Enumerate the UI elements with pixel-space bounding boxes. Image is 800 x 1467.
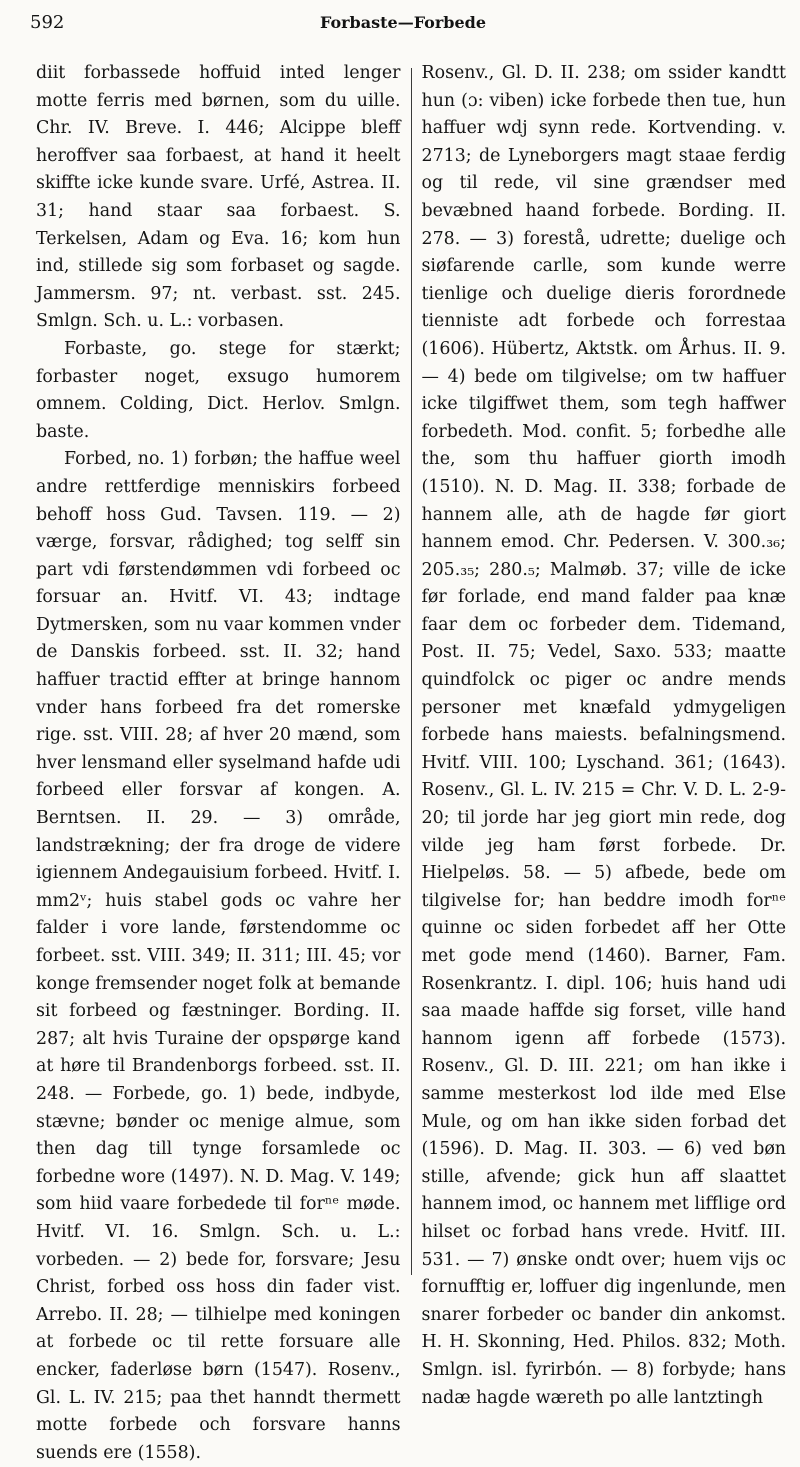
running-head: Forbaste—Forbede <box>319 13 487 32</box>
entry-paragraph: Forbaste, go. stege for stærkt; forbaster noget, exsugo humorem omnem. Colding, Dict. Herlov. Smlgn. baste. <box>36 338 401 442</box>
page-number: 592 <box>30 12 65 33</box>
left-column <box>36 60 401 1463</box>
entry-paragraph: diit forbassede hoffuid inted lenger motte ferris med børnen, som du uille. Chr. IV. Breve. I. 446; Alcippe bleff heroffver saa forbaest, at hand it heelt skiffte icke kunde svare. Urfé, Astrea. II. 31; hand staar saa forbaest. S. Terkelsen, Adam og Eva. 16; kom hun ind, stillede sig som forbaset og sagde. Jammersm. 97; nt. verbast. sst. 245. Smlgn. Sch. u. L.: vorbasen. <box>36 63 401 332</box>
page-header <box>30 8 776 36</box>
text-columns <box>36 60 786 1463</box>
column-divider <box>411 68 412 1275</box>
entry-paragraph: Rosenv., Gl. D. II. 238; om ssider kandtt hun (ɔ: viben) icke forbede then tue, hun haffuer wdj synn rede. Kortvending. v. 2713; de Lyneborgers magt staae ferdig og til rede, vil sine grændser med bevæbned haand forbede. Bording. II. 278. — 3) forestå, udrette; duelige och siøfarende carlle, som kunde werre tienlige och duelige dieris forordnede tienniste adt forbede och forrestaa (1606). Hübertz, Aktstk. om Århus. II. 9. — 4) bede om tilgivelse; om tw haffuer icke tilgiffwet them, som tegh haffwer forbedeth. Mod. confit. 5; forbedhe alle the, som thu haffuer giorth imodh (1510). N. D. Mag. II. 338; forbade de hannem alle, ath de hagde før giort hannem emod. Chr. Pedersen. V. 300.₃₆; 205.₃₅; 280.₅; Malmøb. 37; ville de icke før forlade, end mand falder paa knæ faar dem oc forbeder dem. Tidemand, Post. II. 75; Vedel, Saxo. 533; maatte quindfolck oc piger oc andre mends personer met knæfald ydmygeligen forbede hans maiests. befalningsmend. Hvitf. VIII. 100; Lyschand. 361; (1643). Rosenv., Gl. L. IV. 215 = Chr. V. D. L. 2-9-20; til jorde har jeg giort min rede, dog vilde jeg ham først forbede. Dr. Hielpeløs. 58. — 5) afbede, bede om tilgivelse for; han beddre imodh forⁿᵉ quinne oc siden forbedet aff her Otte met gode mend (1460). Barner, Fam. Rosenkrantz. I. dipl. 106; huis hand udi saa maade haffde sig forset, ville hand hannom igenn aff forbede (1573). Rosenv., Gl. D. III. 221; om han ikke i samme mesterkost lod ilde med Else Mule, og om han ikke siden forbad det (1596). D. Mag. II. 303. — 6) ved bøn stille, afvende; gick hun aff slaattet hannem imod, oc hannem met lifflige ord hilset oc forbad hans vrede. Hvitf. III. 531. — 7) ønske ondt over; huem vijs oc fornufftig er, loffuer dig ingenlunde, men snarer forbeder oc bander din ankomst. H. H. Skonning, Hed. Philos. 832; Moth. Smlgn. isl. fyrirbón. — 8) forbyde; hans nadæ hagde wæreth po alle lantztingh <box>421 63 786 1408</box>
entry-paragraph: Forbed, no. 1) forbøn; the haffue weel andre rettferdige menniskirs forbeed behoff hoss Gud. Tavsen. 119. — 2) værge, forsvar, rådighed; tog selff sin part vdi førstendømmen vdi forbeed oc forsuar an. Hvitf. VI. 43; indtage Dytmersken, som nu vaar kommen vnder de Danskis forbeed. sst. II. 32; hand haffuer tractid effter at bringe hannom vnder hans forbeed fra det romerske rige. sst. VIII. 28; af hver 20 mænd, som hver lensmand eller syselmand hafde udi forbeed eller forsvar af kongen. A. Berntsen. II. 29. — 3) område, landstrækning; der fra droge de videre igiennem Andegauisium forbeed. Hvitf. I. mm2ᵛ; huis stabel gods oc vahre her falder i vore lande, førstendomme oc forbeet. sst. VIII. 349; II. 311; III. 45; vor konge fremsender noget folk at bemande sit forbeed og fæstninger. Bording. II. 287; alt hvis Turaine der opspørge kand at høre til Brandenborgs forbeed. sst. II. 248. — Forbede, go. 1) bede, indbyde, stævne; bønder oc menige almue, som then dag till tynge forsamlede oc forbedne wore (1497). N. D. Mag. V. 149; som hiid vaare forbedede til forⁿᵉ møde. Hvitf. VI. 16. Smlgn. Sch. u. L.: vorbeden. — 2) bede for, forsvare; Jesu Christ, forbed oss hoss din fader vist. Arrebo. II. 28; — tilhielpe med koningen at forbede oc til rette forsuare alle encker, faderløse børn (1547). Rosenv., Gl. L. IV. 215; paa thet hanndt thermett motte forbede och forsvare hanns suends ere (1558). <box>36 449 401 1463</box>
right-column <box>421 60 787 1408</box>
